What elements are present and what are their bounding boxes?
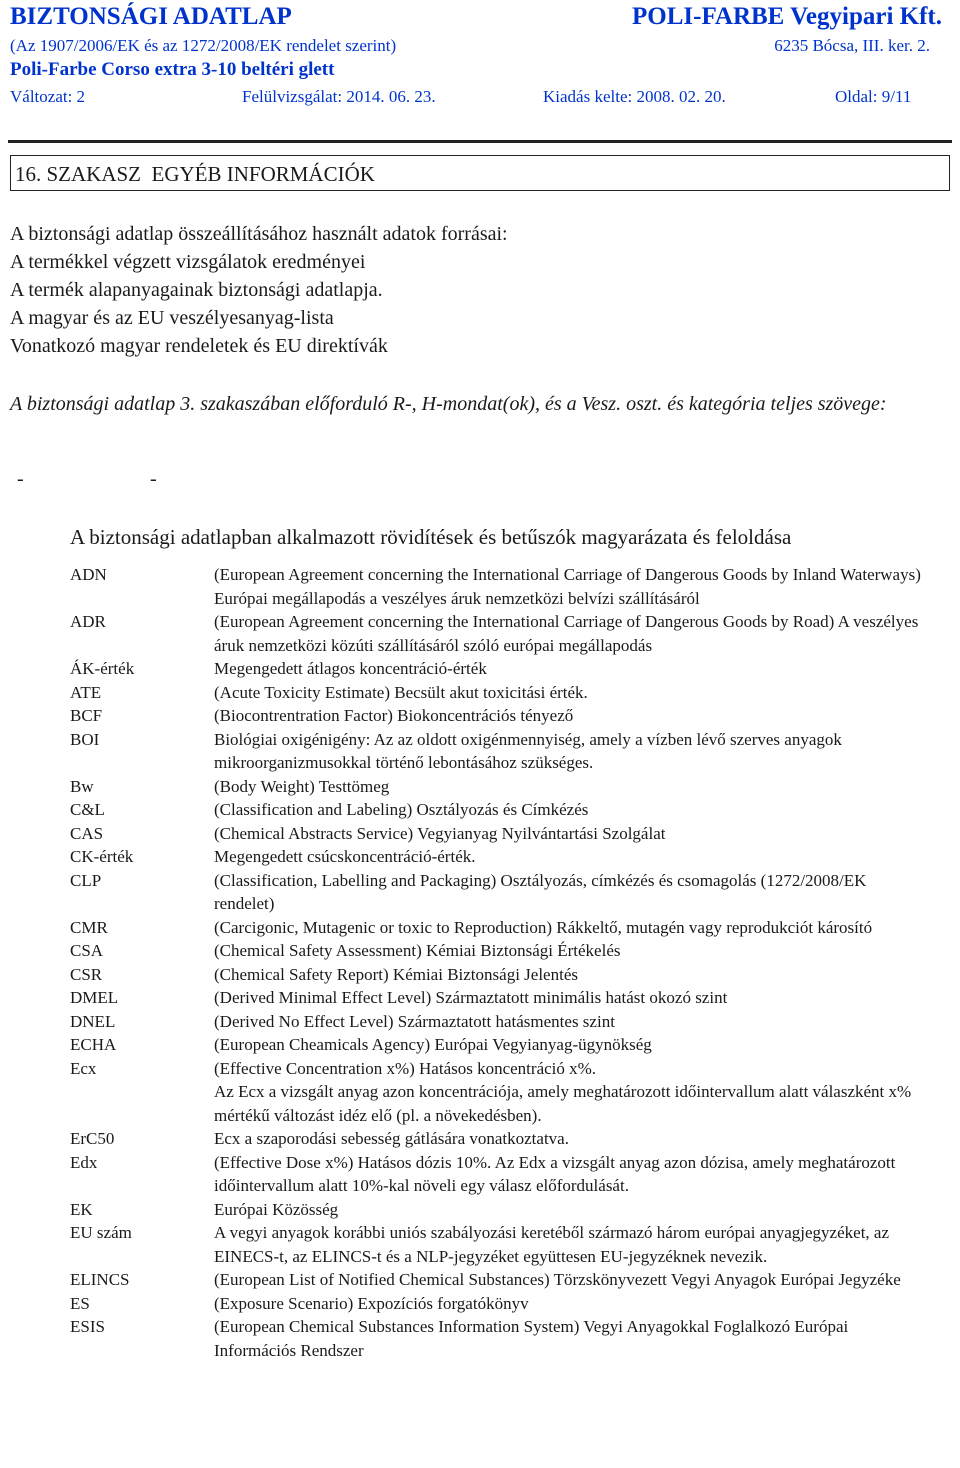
abbreviation-term: CMR [70,917,108,937]
definition-text: (Biocontrentration Factor) Biokoncentrációs tényező [214,706,574,725]
document-title: BIZTONSÁGI ADATLAP [10,3,292,30]
abbreviation-definition [214,1198,950,1222]
abbreviation-term: EK [70,1199,93,1219]
abbreviation-term: ES [70,1293,90,1313]
abbreviation-definition [214,1057,950,1128]
definition-text: (Chemical Safety Assessment) Kémiai Biztonsági Értékelés [214,941,621,960]
abbreviation-definition [214,1221,950,1268]
definition-text: Ecx a szaporodási sebesség gátlására vonatkoztatva. [214,1129,569,1148]
definition-text: (European Agreement concerning the International Carriage of Dangerous Goods by Road) A veszélyes áruk nemzetközi közúti szállításáról szóló európai megállapodás [214,612,919,655]
sources-line: A magyar és az EU veszélyesanyag-lista [10,307,334,329]
abbreviation-definition [214,657,950,681]
abbreviation-term: BOI [70,729,100,749]
abbreviation-definition [214,1010,950,1034]
abbreviation-definition [214,845,950,869]
abbreviation-definition [214,1268,950,1292]
company-name: POLI-FARBE Vegyipari Kft. [632,3,942,30]
abbreviation-term: BCF [70,706,103,725]
abbreviation-term: Edx [70,1152,98,1172]
abbreviation-definition [214,1127,950,1151]
abbreviation-term: Ecx [70,1058,97,1078]
abbreviation-definition [214,1151,950,1198]
abbreviation-definition [214,822,950,846]
sources-line: A termék alapanyagainak biztonsági adatlapja. [10,279,383,301]
definition-text: Európai Közösség [214,1199,339,1219]
abbreviation-definition [214,704,950,728]
regulation-note: (Az 1907/2006/EK és az 1272/2008/EK rendelet szerint) [10,36,397,55]
definition-text: (Derived Minimal Effect Level) Származtatott minimális hatást okozó szint [214,988,728,1007]
definition-text: (Exposure Scenario) Expozíciós forgatókönyv [214,1293,529,1313]
definition-text: (Derived No Effect Level) Származtatott hatásmentes szint [214,1011,615,1031]
abbreviation-definition [214,798,950,822]
abbreviation-term: EU szám [70,1223,132,1242]
abbreviation-term: ESIS [70,1317,105,1336]
abbreviation-row [70,986,950,1010]
sources-line: Vonatkozó magyar rendeletek és EU direktívák [10,335,388,357]
abbreviation-row [70,1292,950,1316]
abbreviation-definition [214,1292,950,1316]
abbreviation-row [70,610,950,657]
header-row-1 [10,2,942,32]
abbreviation-row [70,1151,950,1198]
abbreviations-title: A biztonsági adatlapban alkalmazott rövidítések és betűszók magyarázata és feloldása [70,525,792,549]
section-title: 16. SZAKASZ EGYÉB INFORMÁCIÓK [15,162,375,186]
abbreviation-term: CSA [70,941,104,960]
abbreviation-row [70,681,950,705]
definition-text: (Acute Toxicity Estimate) Becsült akut toxicitási érték. [214,682,588,702]
definition-text: Megengedett csúcskoncentráció-érték. [214,847,476,866]
abbreviation-row [70,798,950,822]
abbreviation-term: DNEL [70,1011,116,1031]
abbreviation-row [70,728,950,775]
dash-right: - [150,468,157,490]
version-label: Változat: 2 [10,87,86,106]
abbreviation-row [70,845,950,869]
abbreviation-row [70,657,950,681]
abbreviation-row [70,775,950,799]
abbreviation-row [70,563,950,610]
definition-text: (European List of Notified Chemical Substances) Törzskönyvezett Vegyi Anyagok Európai Jegyzéke [214,1270,901,1289]
abbreviation-row [70,963,950,987]
abbreviation-row [70,939,950,963]
abbreviation-term: ECHA [70,1035,117,1054]
h-statements-intro: A biztonsági adatlap 3. szakaszában előforduló R-, H-mondat(ok), és a Vesz. oszt. és kategória teljes szövege: [10,393,887,415]
definition-text: (Effective Concentration x%) Hatásos koncentráció x%. [214,1058,597,1078]
definition-text: (Chemical Safety Report) Kémiai Biztonsági Jelentés [214,964,578,984]
abbreviation-term: ÁK-érték [70,659,135,678]
abbreviation-term: ATE [70,682,102,702]
product-name: Poli-Farbe Corso extra 3-10 beltéri glett [10,59,335,80]
abbreviation-definition [214,916,950,940]
abbreviation-term: Bw [70,776,94,796]
abbreviation-row [70,1315,950,1362]
definition-text: (Classification, Labelling and Packaging) Osztályozás, címkézés és csomagolás (1272/2008/EK rendelet) [214,870,867,913]
abbreviations-list [70,563,950,1362]
header-row-2 [10,35,942,57]
abbreviation-term: CLP [70,870,102,890]
definition-text: A vegyi anyagok korábbi uniós szabályozási keretéből származó három európai anyagjegyzéket, az EINECS-t, az ELINCS-t és a NLP-jegyzéket együttesen EU-jegyzéknek nevezik. [214,1223,890,1266]
sources-line: A termékkel végzett vizsgálatok eredményei [10,251,366,273]
abbreviation-definition [214,1033,950,1057]
abbreviation-term: ErC50 [70,1129,115,1148]
abbreviation-definition [214,939,950,963]
abbreviation-definition [214,775,950,799]
data-sources-list [10,220,508,360]
abbreviation-row [70,1221,950,1268]
dash-left: - [17,468,24,490]
definition-text: (European Agreement concerning the International Carriage of Dangerous Goods by Inland Waterways) Európai megállapodás a veszélyes áruk nemzetközi belvízi szállításáról [214,565,921,608]
abbreviation-row [70,1268,950,1292]
header-divider [8,140,952,143]
definition-text: (Chemical Abstracts Service) Vegyianyag Nyilvántartási Szolgálat [214,823,666,843]
abbreviation-row [70,1198,950,1222]
abbreviation-row [70,1057,950,1128]
abbreviation-row [70,916,950,940]
abbreviation-definition [214,986,950,1010]
abbreviation-row [70,704,950,728]
abbreviation-definition [214,963,950,987]
abbreviation-definition [214,869,950,916]
abbreviation-term: CK-érték [70,847,134,866]
definition-text: (European Cheamicals Agency) Európai Vegyianyag-ügynökség [214,1035,652,1054]
abbreviation-term: ELINCS [70,1270,130,1289]
definition-text: (Effective Dose x%) Hatásos dózis 10%. Az Edx a vizsgált anyag azon dózisa, amely meghatározott időintervallum alatt 10%-kal növeli egy válasz előfordulását. [214,1152,896,1195]
abbreviation-definition [214,610,950,657]
abbreviation-row [70,869,950,916]
company-address: 6235 Bócsa, III. ker. 2. [774,36,930,55]
abbreviation-term: ADN [70,565,107,584]
abbreviation-definition [214,728,950,775]
abbreviation-term: DMEL [70,988,119,1007]
abbreviation-row [70,822,950,846]
revision-date: Felülvizsgálat: 2014. 06. 23. [242,87,436,106]
page-number: Oldal: 9/11 [835,87,912,106]
definition-text: Biológiai oxigénigény: Az az oldott oxigénmennyiség, amely a vízben lévő szerves anyagok mikroorganizmusokkal történő lebontásához szükséges. [214,729,842,772]
section-heading [10,155,950,191]
abbreviation-row [70,1127,950,1151]
abbreviation-term: C&L [70,800,105,819]
abbreviation-definition [214,1315,950,1362]
sources-line: A biztonsági adatlap összeállításához használt adatok forrásai: [10,223,508,245]
abbreviation-row [70,1033,950,1057]
abbreviation-term: CSR [70,964,103,984]
definition-text: (Carcigonic, Mutagenic or toxic to Reproduction) Rákkeltő, mutagén vagy reprodukciót károsító [214,917,873,937]
abbreviation-definition [214,563,950,610]
issue-date: Kiadás kelte: 2008. 02. 20. [543,87,726,106]
definition-text: (European Chemical Substances Information System) Vegyi Anyagokkal Foglalkozó Európai Információs Rendszer [214,1317,849,1360]
definition-text: Megengedett átlagos koncentráció-érték [214,659,487,678]
abbreviation-row [70,1010,950,1034]
definition-extra-text: Az Ecx a vizsgált anyag azon koncentrációja, amely meghatározott időintervallum alatt válaszként x% mértékű változást idéz elő (pl. a növekedésben). [214,1082,912,1125]
abbreviation-term: ADR [70,612,106,631]
definition-text: (Classification and Labeling) Osztályozás és Címkézés [214,800,589,819]
abbreviation-term: CAS [70,823,104,843]
abbreviation-definition [214,681,950,705]
definition-text: (Body Weight) Testtömeg [214,776,390,796]
